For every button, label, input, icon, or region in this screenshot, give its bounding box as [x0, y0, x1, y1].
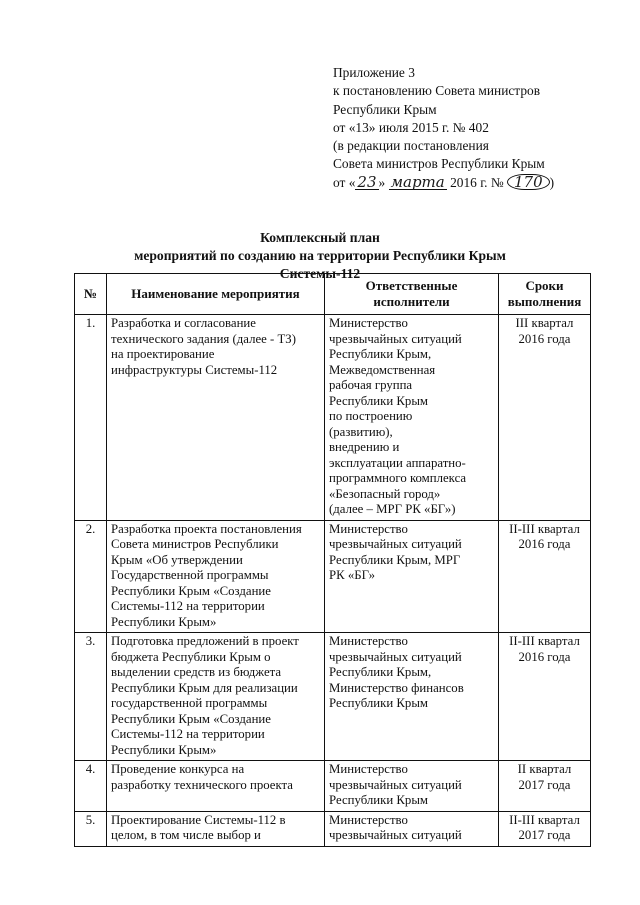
responsible-executors-line: эксплуатации аппаратно- [329, 455, 466, 470]
deadline-line: II-III квартал [509, 634, 580, 648]
responsible-executors-line: (развитию), [329, 424, 393, 439]
deadline-line: 2016 года [518, 537, 571, 551]
responsible-executors-line: Республики Крым [329, 696, 429, 710]
responsible-executors-line: Министерство [329, 812, 408, 827]
activity-name-line: инфраструктуры Системы-112 [111, 362, 278, 377]
responsible-executors-line: Министерство [329, 521, 408, 536]
activity-name-line: Подготовка предложений в проект [111, 634, 299, 648]
activity-name-line: Республики Крым «Создание [111, 711, 271, 726]
responsible-executors-line: Республики Крым [329, 393, 429, 408]
row-number: 5. [75, 811, 107, 846]
deadline-cell [499, 315, 591, 521]
responsible-executors-line: «Безопасный город» [329, 486, 441, 501]
responsible-executors-cell [325, 633, 499, 761]
row-number: 1. [75, 315, 107, 521]
date-prefix: от « [333, 174, 356, 190]
activity-name-line: выделении средств из бюджета [111, 665, 282, 679]
header-name: Наименование мероприятия [107, 274, 325, 315]
responsible-executors-line: Республики Крым, [329, 665, 432, 679]
row-number: 3. [75, 633, 107, 761]
deadline-line: 2017 года [518, 828, 571, 842]
responsible-executors-line: РК «БГ» [329, 568, 376, 582]
row-number: 4. [75, 761, 107, 812]
activity-name-line: бюджета Республики Крым о [111, 649, 271, 664]
activity-name-line: Республики Крым «Создание [111, 583, 271, 598]
responsible-executors-line: внедрению и [329, 440, 400, 454]
title-line: мероприятий по созданию на территории Республики Крым [134, 248, 506, 263]
responsible-executors-cell [325, 811, 499, 846]
responsible-executors-cell [325, 520, 499, 633]
deadline-line: 2017 года [518, 777, 571, 792]
responsible-executors-line: чрезвычайных ситуаций [329, 331, 462, 346]
responsible-executors-line: чрезвычайных ситуаций [329, 828, 462, 842]
table-row [75, 520, 591, 633]
activity-name-line: Совета министров Республики [111, 537, 279, 551]
table-row [75, 633, 591, 761]
activity-name-cell [107, 520, 325, 633]
row-number: 2. [75, 520, 107, 633]
table-header-row [75, 274, 591, 315]
activity-name-cell [107, 633, 325, 761]
responsible-executors-cell [325, 761, 499, 812]
appendix-block [333, 64, 633, 192]
responsible-executors-line: Министерство финансов [329, 680, 464, 695]
activity-name-cell [107, 315, 325, 521]
responsible-executors-line: Министерство [329, 634, 408, 648]
handwritten-month: марта [390, 172, 445, 191]
table-row [75, 315, 591, 521]
table-body [75, 315, 591, 847]
header-resp: Ответственные исполнители [325, 274, 499, 315]
appendix-line: Приложение 3 [333, 65, 415, 80]
deadline-line: II-III квартал [509, 812, 580, 827]
responsible-executors-line: Министерство [329, 762, 408, 776]
responsible-executors-line: Республики Крым [329, 793, 429, 807]
responsible-executors-line: Министерство [329, 316, 408, 330]
activity-name-line: Республики Крым» [111, 614, 217, 629]
responsible-executors-line: (далее – МРГ РК «БГ») [329, 502, 456, 516]
deadline-cell [499, 811, 591, 846]
amendment-date-line [333, 174, 633, 192]
activity-name-line: Разработка проекта постановления [111, 521, 302, 536]
activity-name-line: целом, в том числе выбор и [111, 828, 261, 842]
activity-name-line: Республики Крым для реализации [111, 680, 298, 695]
deadline-line: 2016 года [518, 331, 571, 346]
activity-name-cell [107, 761, 325, 812]
title-line: Системы-112 [279, 266, 361, 281]
deadline-line: III квартал [515, 316, 574, 330]
handwritten-day: 23 [357, 172, 377, 191]
table-row [75, 811, 591, 846]
appendix-line: от «13» июля 2015 г. № 402 [333, 119, 489, 135]
responsible-executors-line: чрезвычайных ситуаций [329, 777, 462, 792]
deadline-line: 2016 года [518, 649, 571, 664]
activity-name-line: Проведение конкурса на [111, 762, 245, 776]
responsible-executors-line: программного комплекса [329, 471, 467, 485]
date-year: 2016 г. № [446, 174, 507, 190]
title-line: Комплексный план [260, 230, 380, 245]
activity-name-line: Разработка и согласование [111, 316, 256, 330]
activity-name-line: разработку технического проекта [111, 777, 293, 792]
responsible-executors-line: чрезвычайных ситуаций [329, 537, 462, 551]
activity-name-line: Системы-112 на территории [111, 599, 265, 613]
appendix-line: Совета министров Республики Крым [333, 156, 545, 172]
deadline-line: II-III квартал [509, 521, 580, 536]
handwritten-number: 170 [507, 174, 550, 190]
header-num: № [75, 274, 107, 315]
activity-name-line: Проектирование Системы-112 в [111, 812, 286, 827]
table-row [75, 761, 591, 812]
deadline-cell [499, 633, 591, 761]
deadline-cell [499, 520, 591, 633]
responsible-executors-cell [325, 315, 499, 521]
appendix-line: (в редакции постановления [333, 138, 489, 154]
appendix-line: к постановлению Совета министров [333, 83, 541, 99]
activity-name-line: Крым «Об утверждении [111, 552, 243, 567]
responsible-executors-line: Межведомственная [329, 362, 436, 377]
responsible-executors-line: чрезвычайных ситуаций [329, 649, 462, 664]
date-suffix: ) [549, 174, 555, 190]
activity-name-cell [107, 811, 325, 846]
plan-table [74, 273, 591, 847]
deadline-cell [499, 761, 591, 812]
activity-name-line: Системы-112 на территории [111, 727, 265, 741]
deadline-line: II квартал [517, 762, 572, 776]
activity-name-line: Государственной программы [111, 568, 269, 582]
activity-name-line: на проектирование [111, 347, 215, 361]
date-mid: » [378, 174, 389, 190]
responsible-executors-line: по построению [329, 409, 413, 423]
responsible-executors-line: Республики Крым, МРГ [329, 552, 461, 567]
appendix-line: Республики Крым [333, 101, 437, 117]
activity-name-line: технического задания (далее - ТЗ) [111, 331, 296, 346]
header-deadline: Сроки выполнения [499, 274, 591, 315]
activity-name-line: государственной программы [111, 696, 268, 710]
responsible-executors-line: Республики Крым, [329, 347, 432, 361]
responsible-executors-line: рабочая группа [329, 378, 413, 392]
activity-name-line: Республики Крым» [111, 742, 217, 757]
